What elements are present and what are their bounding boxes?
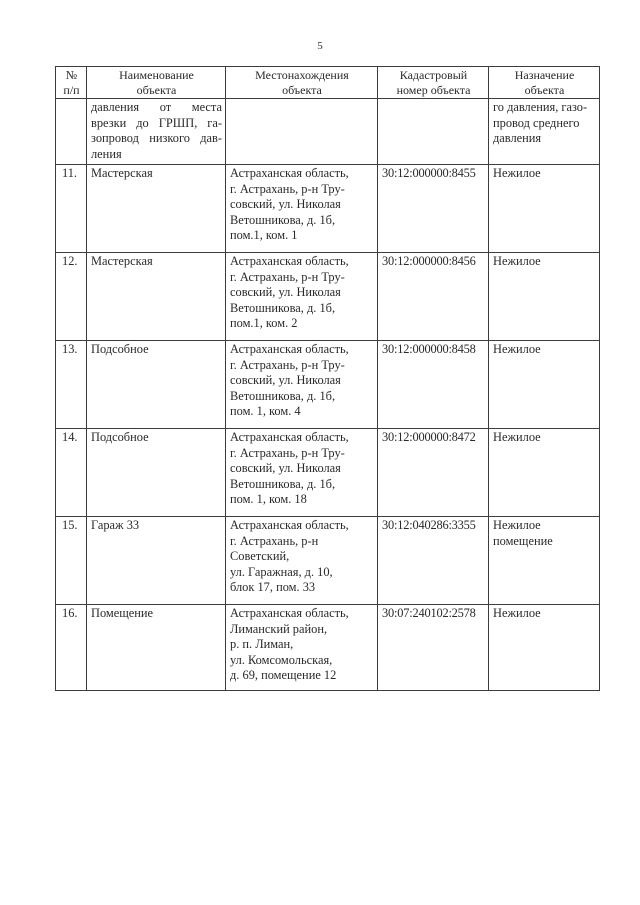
cell-name: Мастерская: [87, 253, 226, 341]
cell-line: Астраханская область,: [230, 430, 349, 444]
cell-line: д. 69, помещение 12: [230, 668, 337, 682]
cell-line: провод среднего: [493, 115, 580, 130]
cell-location: [226, 165, 378, 253]
cell-line: совский, ул. Николая: [230, 461, 341, 475]
cell-purpose: [489, 253, 600, 341]
cell-purpose: [489, 429, 600, 517]
cell-location: [226, 429, 378, 517]
cell-name: Мастерская: [87, 165, 226, 253]
cell-line: Нежилое: [493, 430, 541, 444]
header-text: объекта: [524, 82, 565, 97]
cell-line: Астраханская область,: [230, 518, 349, 532]
cell-line: г. Астрахань, р-н Тру-: [230, 357, 345, 372]
page-number: 5: [317, 40, 323, 52]
cell-line: Нежилое: [493, 518, 541, 532]
header-text: номер объекта: [396, 82, 471, 97]
header-text: №: [65, 68, 78, 82]
cell-line: Ветошникова, д. 1б,: [230, 300, 336, 315]
cell-location: [226, 605, 378, 691]
header-location: [226, 67, 378, 99]
cell-cadastral: 30:12:000000:8456: [378, 253, 489, 341]
table-row: [56, 429, 600, 517]
cell-line: пом.1, ком. 1: [230, 228, 298, 242]
table-row-continuation: [56, 99, 600, 165]
cell-line: Ветошникова, д. 1б,: [230, 212, 336, 227]
cell-name: Гараж 33: [87, 517, 226, 605]
header-text: Кадастровый: [399, 68, 468, 82]
cell-line: ул. Комсомольская,: [230, 652, 333, 667]
cell-purpose: [489, 99, 600, 165]
cell-line: совский, ул. Николая: [230, 197, 341, 211]
cell-line: ления: [91, 146, 122, 161]
cell-line: Ветошникова, д. 1б,: [230, 476, 336, 491]
table-row: [56, 341, 600, 429]
cell-cadastral: [378, 99, 489, 165]
cell-line: Нежилое: [493, 342, 541, 356]
cell-line: Нежилое: [493, 166, 541, 180]
cell-num: 12.: [56, 253, 87, 341]
table-row: [56, 165, 600, 253]
cell-cadastral: 30:12:000000:8455: [378, 165, 489, 253]
cell-line: Советский,: [230, 549, 290, 563]
cell-num: 14.: [56, 429, 87, 517]
cell-location: [226, 517, 378, 605]
cell-line: г. Астрахань, р-н Тру-: [230, 181, 345, 196]
cell-num: 16.: [56, 605, 87, 691]
header-num: [56, 67, 87, 99]
cell-line: г. Астрахань, р-н Тру-: [230, 445, 345, 460]
table-row: [56, 605, 600, 691]
cell-name: Подсобное: [87, 429, 226, 517]
cell-line: Нежилое: [493, 606, 541, 620]
header-text: п/п: [63, 82, 80, 97]
cell-line: Астраханская область,: [230, 254, 349, 268]
cell-line: Астраханская область,: [230, 342, 349, 356]
cell-line: пом.1, ком. 2: [230, 316, 298, 330]
cell-purpose: [489, 165, 600, 253]
cell-purpose: [489, 341, 600, 429]
header-text: объекта: [136, 82, 177, 97]
header-cadastral: [378, 67, 489, 99]
cell-line: р. п. Лиман,: [230, 637, 294, 651]
cell-num: 11.: [56, 165, 87, 253]
cell-line: давления от места: [91, 100, 222, 114]
cell-line: го давления, газо-: [493, 100, 588, 114]
cell-line: совский, ул. Николая: [230, 373, 341, 387]
cell-line: зопровод низкого дав-: [91, 131, 222, 145]
header-text: Наименование: [119, 68, 194, 82]
cell-line: ул. Гаражная, д. 10,: [230, 564, 333, 579]
cell-name: [87, 99, 226, 165]
cell-location: [226, 99, 378, 165]
cell-purpose: [489, 517, 600, 605]
cell-line: Нежилое: [493, 254, 541, 268]
cell-line: г. Астрахань, р-н: [230, 533, 319, 548]
header-text: Местонахождения: [255, 68, 349, 82]
cell-line: Ветошникова, д. 1б,: [230, 388, 336, 403]
cell-purpose: [489, 605, 600, 691]
property-table: [55, 66, 600, 691]
cell-line: Лиманский район,: [230, 621, 328, 636]
table-header-row: [56, 67, 600, 99]
cell-line: совский, ул. Николая: [230, 285, 341, 299]
cell-cadastral: 30:07:240102:2578: [378, 605, 489, 691]
header-text: Назначение: [514, 68, 575, 82]
cell-location: [226, 341, 378, 429]
header-name: [87, 67, 226, 99]
cell-line: пом. 1, ком. 4: [230, 404, 301, 418]
table-row: [56, 517, 600, 605]
cell-num: 15.: [56, 517, 87, 605]
cell-num: [56, 99, 87, 165]
cell-line: врезки до ГРШП, га-: [91, 115, 222, 130]
cell-location: [226, 253, 378, 341]
header-purpose: [489, 67, 600, 99]
cell-line: Астраханская область,: [230, 606, 349, 620]
cell-name: Подсобное: [87, 341, 226, 429]
table-row: [56, 253, 600, 341]
cell-line: г. Астрахань, р-н Тру-: [230, 269, 345, 284]
cell-cadastral: 30:12:000000:8472: [378, 429, 489, 517]
cell-line: Астраханская область,: [230, 166, 349, 180]
cell-line: пом. 1, ком. 18: [230, 492, 307, 506]
cell-line: блок 17, пом. 33: [230, 580, 316, 594]
cell-name: Помещение: [87, 605, 226, 691]
cell-line: помещение: [493, 533, 553, 548]
cell-num: 13.: [56, 341, 87, 429]
cell-cadastral: 30:12:040286:3355: [378, 517, 489, 605]
header-text: объекта: [282, 82, 322, 97]
cell-cadastral: 30:12:000000:8458: [378, 341, 489, 429]
cell-line: давления: [493, 131, 542, 145]
